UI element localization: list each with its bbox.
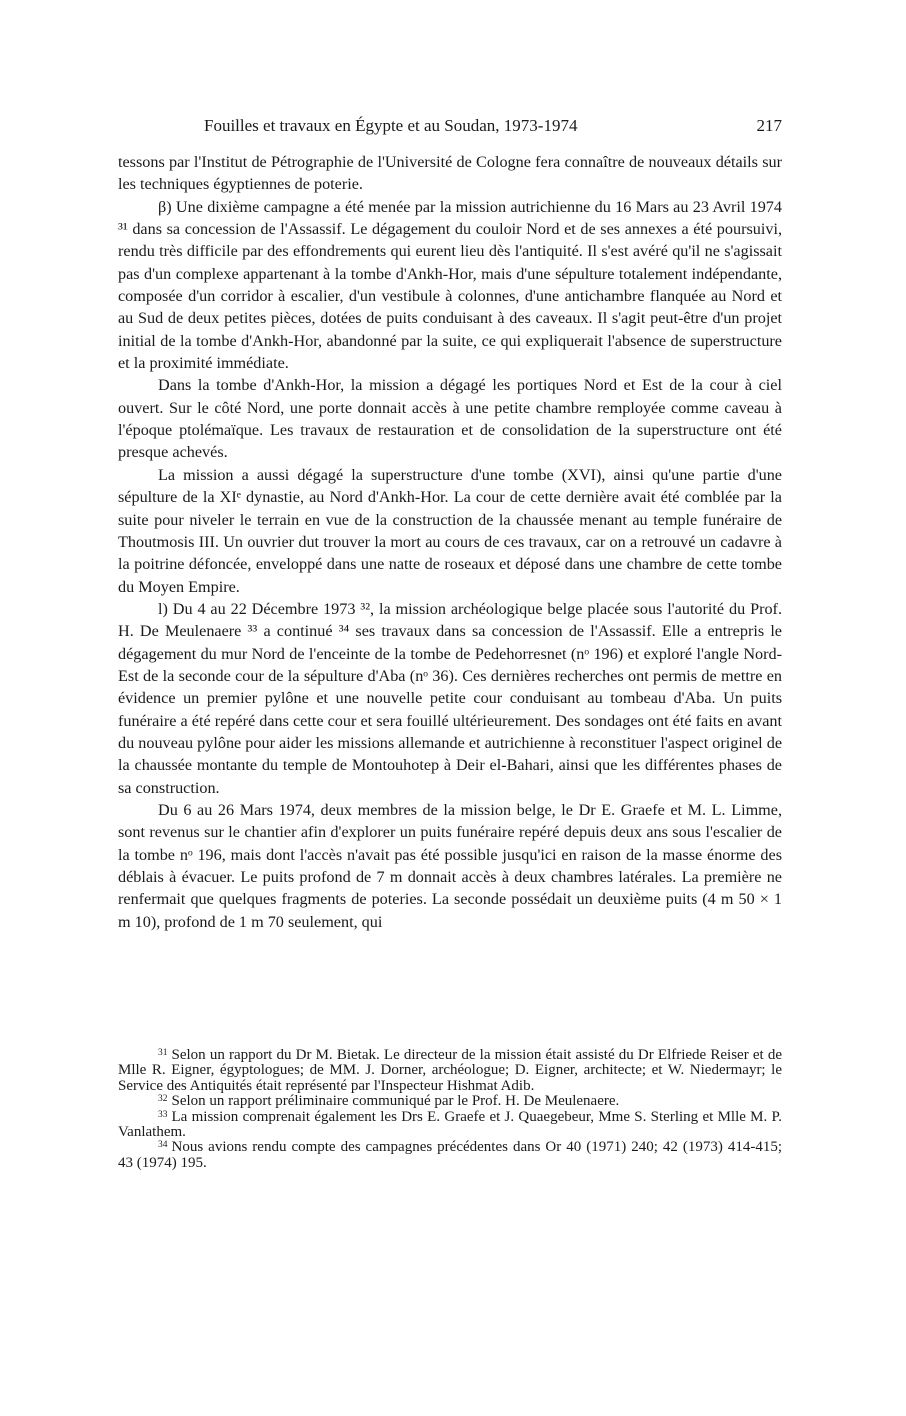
running-title: Fouilles et travaux en Égypte et au Soudan, 1973-1974: [204, 116, 578, 135]
paragraph-6: Du 6 au 26 Mars 1974, deux membres de la mission belge, le Dr E. Graefe et M. L. Limme, sont revenus sur le chantier afin d'explorer un puits funéraire repéré depuis deux ans sous l'escalier de la tombe nᵒ 196, mais dont l'accès n'avait pas été possible jusqu'ici en raison de la masse énorme des déblais à évacuer. Le puits profond de 7 m donnait accès à deux chambres latérales. La première ne renfermait que quelques fragments de poteries. La seconde possédait un deuxième puits (4 m 50 × 1 m 10), profond de 1 m 70 seulement, qui: [118, 800, 782, 931]
running-header: [118, 113, 782, 139]
paragraph-2: β) Une dixième campagne a été menée par la mission autrichienne du 16 Mars au 23 Avril 1974 ³¹ dans sa concession de l'Assassif. Le dégagement du couloir Nord et de ses annexes a été poursuivi, rendu très difficile par des effondrements qui eurent lieu dès l'antiquité. Il s'est avéré qu'il ne s'agissait pas d'un complexe appartenant à la tombe d'Ankh-Hor, mais d'une sépulture totalement indépendante, composée d'un corridor à escalier, d'un vestibule à colonnes, d'une antichambre flanquée au Nord et au Sud de deux petites pièces, dotées de puits conduisant à des caveaux. Il s'agit peut-être d'un projet initial de la tombe d'Ankh-Hor, abandonné par la suite, ce qui expliquerait l'absence de superstructure et la proximité immédiate.: [118, 197, 782, 373]
footnote-31: [118, 1048, 782, 1094]
footnote-33: [118, 1110, 782, 1141]
footnote-34: [118, 1140, 782, 1171]
footnote-text: Nous avions rendu compte des campagnes précédentes dans Or 40 (1971) 240; 42 (1973) 414-415; 43 (1974) 195.: [118, 1139, 782, 1171]
footnote-number: 33: [158, 1109, 168, 1120]
paragraph-5: l) Du 4 au 22 Décembre 1973 ³², la mission archéologique belge placée sous l'autorité du Prof. H. De Meulenaere ³³ a continué ³⁴ ses travaux dans sa concession de l'Assassif. Elle a entrepris le dégagement du mur Nord de l'enceinte de la tombe de Pedehorresnet (nᵒ 196) et exploré l'angle Nord-Est de la seconde cour de la sépulture d'Aba (nᵒ 36). Ces dernières recherches ont permis de mettre en évidence un premier pylône et une nouvelle petite cour conduisant au tombeau d'Aba. Un puits funéraire a été repéré dans cette cour et sera fouillé ultérieurement. Des sondages ont été faits en avant du nouveau pylône pour aider les missions allemande et autrichienne à reconstituer l'aspect originel de la chaussée montante du temple de Montouhotep à Deir el-Bahari, ainsi que les différentes phases de sa construction.: [118, 599, 782, 797]
footnote-text: Selon un rapport préliminaire communiqué par le Prof. H. De Meulenaere.: [171, 1093, 620, 1110]
footnotes: [118, 1048, 782, 1171]
footnote-number: 31: [158, 1048, 168, 1058]
footnote-text: La mission comprenait également les Drs E. Graefe et J. Quaegebeur, Mme S. Sterling et Mlle M. P. Vanlathem.: [118, 1108, 782, 1141]
paragraph-1: tessons par l'Institut de Pétrographie de l'Université de Cologne fera connaître de nouveaux détails sur les techniques égyptiennes de poterie.: [118, 153, 782, 194]
footnote-32: [118, 1094, 782, 1109]
paragraph-3: Dans la tombe d'Ankh-Hor, la mission a dégagé les portiques Nord et Est de la cour à ciel ouvert. Sur le côté Nord, une porte donnait accès à une petite chambre remployée comme caveau à l'époque ptolémaïque. Les travaux de restauration et de consolidation de la superstructure ont été presque achevés.: [118, 376, 782, 462]
footnote-text: Selon un rapport du Dr M. Bietak. Le directeur de la mission était assisté du Dr Elfriede Reiser et de Mlle R. Eigner, égyptologues; de MM. J. Dorner, archéologue; D. Eigner, architecte; et W. Niedermayr; le Service des Antiquités était représenté par l'Inspecteur Hishmat Adib.: [118, 1047, 782, 1094]
page-number: 217: [756, 116, 782, 135]
body-text: [118, 151, 782, 933]
footnote-number: 34: [158, 1140, 168, 1151]
paragraph-4: La mission a aussi dégagé la superstructure d'une tombe (XVI), ainsi qu'une partie d'une sépulture de la XIᵉ dynastie, au Nord d'Ankh-Hor. La cour de cette dernière avait été comblée par la suite pour niveler le terrain en vue de la construction de la chaussée menant au temple funéraire de Thoutmosis III. Un ouvrier dut trouver la mort au cours de ces travaux, car on a retrouvé un cadavre à la poitrine défoncée, enveloppé dans une natte de roseaux et déposé dans une chambre de cette tombe du Moyen Empire.: [118, 465, 782, 596]
footnote-number: 32: [158, 1094, 168, 1105]
